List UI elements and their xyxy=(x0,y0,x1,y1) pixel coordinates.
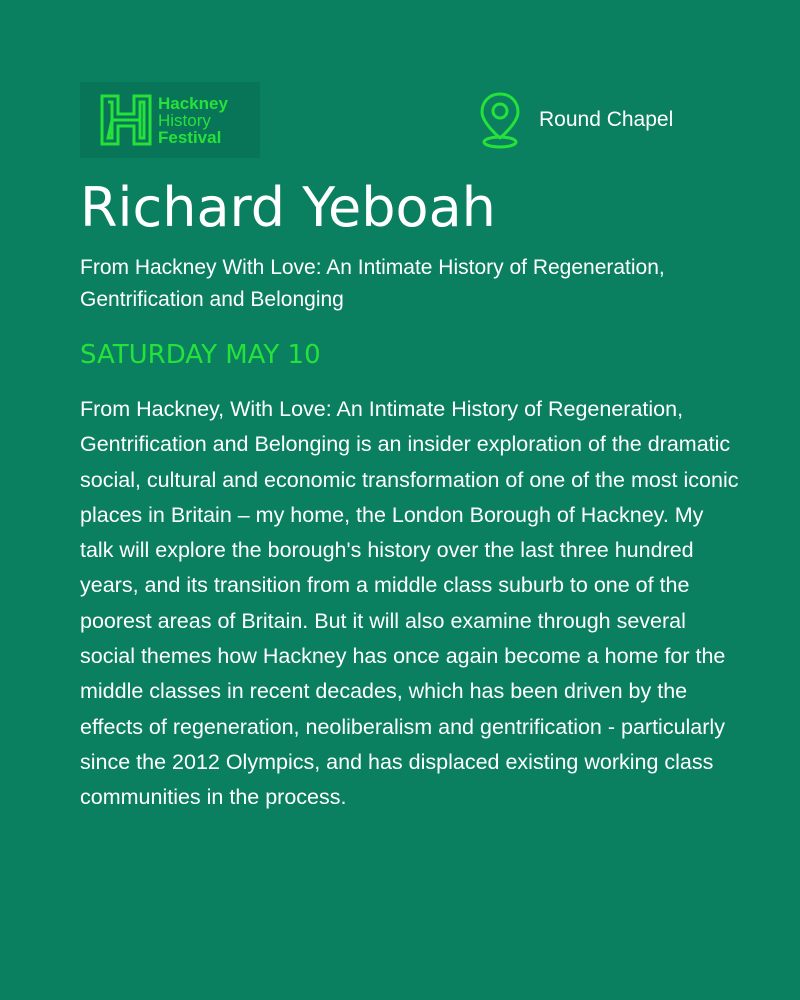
talk-title: From Hackney With Love: An Intimate History of Regeneration, Gentrification and Belonging xyxy=(80,256,665,311)
logo-line-festival: Festival xyxy=(158,127,222,147)
venue-name: Round Chapel xyxy=(539,108,674,131)
speaker-name: Richard Yeboah xyxy=(80,176,496,239)
logo-wordmark xyxy=(158,95,228,146)
festival-logo xyxy=(80,82,260,158)
logo-line-history: History xyxy=(158,110,211,130)
event-date: SATURDAY MAY 10 xyxy=(80,340,321,370)
logo-line-hackney: Hackney xyxy=(158,93,228,113)
venue xyxy=(475,90,673,150)
location-pin-icon xyxy=(475,90,525,150)
h-logo-icon xyxy=(98,92,154,148)
event-description: From Hackney, With Love: An Intimate History of Regeneration, Gentrification and Belonging is an insider exploration of the dramatic social, cultural and economic transformation of one of the most iconic places in Britain – my home, the London Borough of Hackney. My talk will explore the borough's history over the last three hundred years, and its transition from a middle class suburb to one of the poorest areas of Britain. But it will also examine through several social themes how Hackney has once again become a home for the middle classes in recent decades, which has been driven by the effects of regeneration, neoliberalism and gentrification - particularly since the 2012 Olympics, and has displaced existing working class communities in the process. xyxy=(80,397,739,810)
